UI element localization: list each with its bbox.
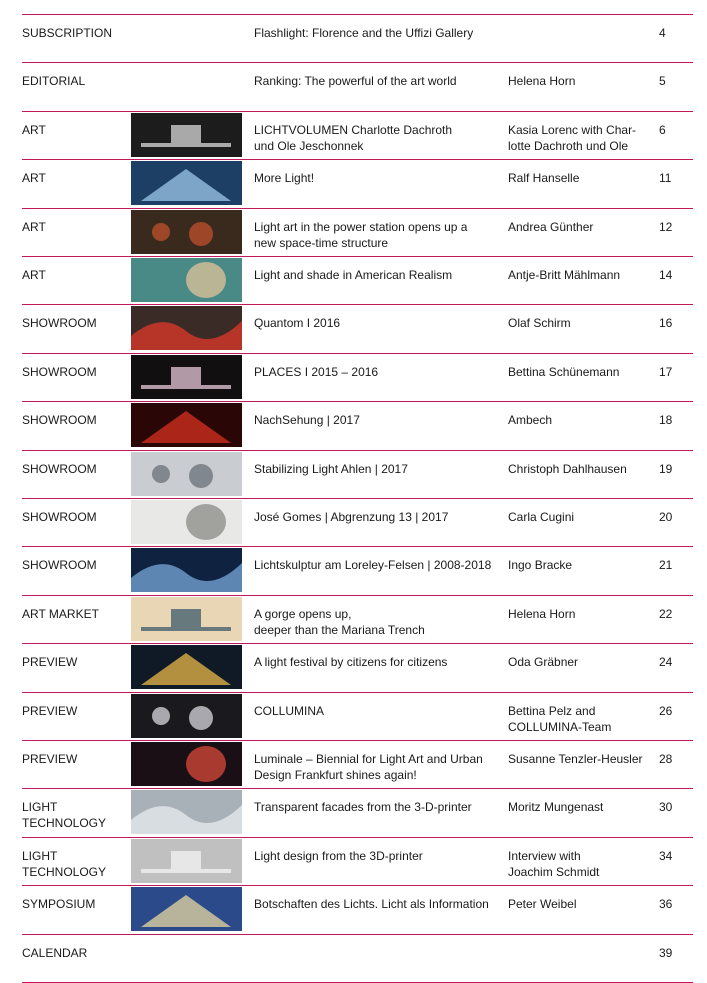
article-author: Helena Horn <box>508 74 576 89</box>
article-author: Andrea Günther <box>508 219 594 234</box>
blue-light-painting-thumbnail <box>131 161 242 205</box>
article-title: Lichtskulptur am Loreley-Felsen | 2008-2018 <box>254 558 492 573</box>
page-number: 14 <box>659 268 673 282</box>
article-title: Ranking: The powerful of the art world <box>254 74 457 89</box>
article-author: Carla Cugini <box>508 510 575 524</box>
article-title: Botschaften des Lichts. Licht als Information <box>254 897 489 912</box>
page-number: 6 <box>659 122 666 137</box>
page-number: 26 <box>659 703 673 718</box>
toc-entry[interactable] <box>0 546 707 593</box>
article-title: A light festival by citizens for citizens <box>254 655 448 670</box>
toc-entry[interactable] <box>0 450 707 497</box>
section-label: LIGHT TECHNOLOGY <box>22 848 107 879</box>
article-author: Ingo Bracke <box>508 558 573 573</box>
section-label: SHOWROOM <box>22 558 97 573</box>
page-number: 34 <box>659 848 673 863</box>
section-label: LIGHT TECHNOLOGY <box>22 800 107 831</box>
section-label: PREVIEW <box>22 752 78 766</box>
toc-entry[interactable] <box>0 111 707 158</box>
article-author: Susanne Tenzler-Heusler <box>508 752 643 766</box>
article-title: A gorge opens up, deeper than the Mariana Trench <box>254 606 425 637</box>
article-author: Oda Gräbner <box>508 655 579 670</box>
toc-entry[interactable] <box>0 837 707 884</box>
article-author: Christoph Dahlhausen <box>508 461 627 476</box>
section-label: CALENDAR <box>22 945 88 960</box>
still-life-fruit-thumbnail <box>131 210 242 254</box>
article-author: Bettina Schünemann <box>508 364 620 379</box>
article-author: Interview with Joachim Schmidt <box>508 848 600 879</box>
article-author: Peter Weibel <box>508 897 577 912</box>
japanese-woodblock-print-thumbnail <box>131 597 242 641</box>
toc-entry[interactable] <box>0 62 707 109</box>
article-title: José Gomes | Abgrenzung 13 | 2017 <box>254 510 449 524</box>
section-label: SHOWROOM <box>22 364 97 379</box>
realism-painting-woman-window-thumbnail <box>131 258 242 302</box>
article-title: Light design from the 3D-printer <box>254 848 423 863</box>
toc-entry[interactable] <box>0 256 707 303</box>
section-label: ART MARKET <box>22 606 99 621</box>
toc-entry[interactable] <box>0 159 707 206</box>
red-projection-thumbnail <box>131 403 242 447</box>
article-title: Stabilizing Light Ahlen | 2017 <box>254 461 408 476</box>
toc-entry[interactable] <box>0 885 707 932</box>
page-number: 28 <box>659 752 673 766</box>
article-title: Luminale – Biennial for Light Art and Urban Design Frankfurt shines again! <box>254 752 483 782</box>
section-label: ART <box>22 219 46 234</box>
toc-entry[interactable] <box>0 208 707 255</box>
page-number: 5 <box>659 74 666 89</box>
section-label: SHOWROOM <box>22 413 97 428</box>
light-festival-river-thumbnail <box>131 645 242 689</box>
page-number: 36 <box>659 897 673 912</box>
toc-entry[interactable] <box>0 643 707 690</box>
article-author: Kasia Lorenc with Char- lotte Dachroth und Ole <box>508 122 637 153</box>
toc-entry[interactable] <box>0 401 707 448</box>
article-author: Helena Horn <box>508 606 576 621</box>
luminale-facade-projection-thumbnail <box>131 742 242 786</box>
toc-entry[interactable] <box>0 498 707 545</box>
section-label: PREVIEW <box>22 655 78 670</box>
section-label: ART <box>22 171 46 186</box>
article-title: LICHTVOLUMEN Charlotte Dachroth und Ole Jeschonnek <box>254 122 453 153</box>
toc-entry[interactable] <box>0 740 707 787</box>
article-author: Olaf Schirm <box>508 316 571 331</box>
article-title: PLACES I 2015 – 2016 <box>254 364 379 379</box>
page-number: 12 <box>659 219 673 234</box>
section-label: SHOWROOM <box>22 510 97 524</box>
article-author: Antje-Britt Mählmann <box>508 268 621 282</box>
article-title: Light art in the power station opens up a new space-time structure <box>254 219 468 250</box>
section-label: SYMPOSIUM <box>22 897 96 912</box>
page-number: 19 <box>659 461 673 476</box>
loreley-rock-night-thumbnail <box>131 548 242 592</box>
section-label: SHOWROOM <box>22 316 97 331</box>
page-number: 18 <box>659 413 673 428</box>
page-number: 20 <box>659 510 673 524</box>
article-title: Transparent facades from the 3-D-printer <box>254 800 472 815</box>
article-title: NachSehung | 2017 <box>254 413 360 428</box>
illuminated-building-thumbnail <box>131 887 242 931</box>
article-title: Flashlight: Florence and the Uffizi Gallery <box>254 26 474 40</box>
article-author: Ambech <box>508 413 553 428</box>
abgrenzung-tree-thumbnail <box>131 500 242 544</box>
article-author: Moritz Mungenast <box>508 800 604 815</box>
places-screens-thumbnail <box>131 355 242 399</box>
page-number: 11 <box>659 171 672 186</box>
white-gallery-thumbnail <box>131 452 242 496</box>
article-title: Quantom I 2016 <box>254 316 341 331</box>
3d-printed-facade-thumbnail <box>131 790 242 834</box>
page-number: 17 <box>659 364 673 379</box>
collumina-light-form-thumbnail <box>131 694 242 738</box>
page-number: 4 <box>659 26 666 40</box>
section-label: ART <box>22 122 46 137</box>
article-title: Light and shade in American Realism <box>254 268 453 282</box>
toc-entry[interactable] <box>0 934 707 981</box>
page-number: 39 <box>659 945 673 960</box>
section-label: SHOWROOM <box>22 461 97 476</box>
article-title: COLLUMINA <box>254 703 325 718</box>
3d-printed-lamps-thumbnail <box>131 839 242 883</box>
toc-entry[interactable] <box>0 304 707 351</box>
quantom-installation-thumbnail <box>131 306 242 350</box>
page-number: 24 <box>659 655 673 670</box>
toc-entry[interactable] <box>0 353 707 400</box>
toc-entry[interactable] <box>0 14 707 61</box>
page-number: 30 <box>659 800 673 815</box>
dark-room-light-installation-thumbnail <box>131 113 242 157</box>
article-title: More Light! <box>254 171 315 186</box>
toc-entry[interactable] <box>0 595 707 642</box>
toc-entry[interactable] <box>0 692 707 739</box>
section-label: SUBSCRIPTION <box>22 26 113 40</box>
page-number: 16 <box>659 316 673 331</box>
article-author: Ralf Hanselle <box>508 171 580 186</box>
section-label: ART <box>22 268 46 282</box>
toc-entry[interactable] <box>0 788 707 835</box>
article-author: Bettina Pelz and COLLUMINA-Team <box>508 703 612 734</box>
page-number: 22 <box>659 606 673 621</box>
section-label: PREVIEW <box>22 703 78 718</box>
page-number: 21 <box>659 558 673 573</box>
section-label: EDITORIAL <box>22 74 86 89</box>
